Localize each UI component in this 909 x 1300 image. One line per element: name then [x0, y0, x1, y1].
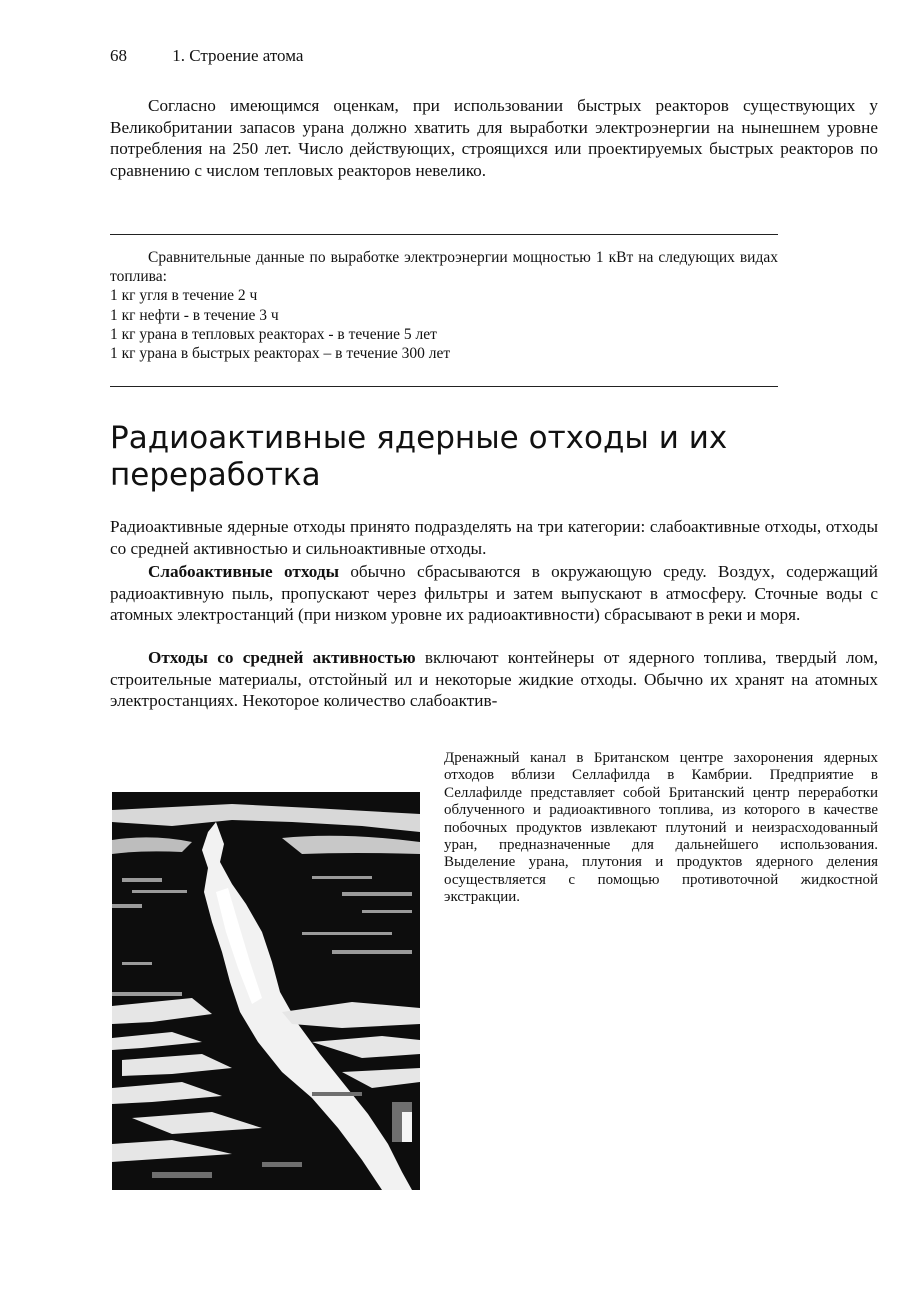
paragraph-low-level-waste	[110, 561, 878, 626]
photo-caption: Дренажный канал в Британском центре захоронения ядерных отходов вблизи Селлафилда в Камбрии. Предприятие в Селлафилде представляет собой Британский центр переработки облученного и радиоактивного топлива, из которого в качестве побочных продуктов извлекают плутоний и неизрасходованный уран, предназначенные для дальнейшего использования. Выделение урана, плутония и продуктов ядерного деления осуществляется с помощью противоточной жидкостной экстракции.	[444, 750, 878, 906]
comparison-box	[110, 248, 778, 363]
comparison-item: 1 кг угля в течение 2 ч	[110, 287, 258, 305]
drainage-channel-photo	[112, 792, 420, 1190]
intro-paragraph: Согласно имеющимся оценкам, при использовании быстрых реакторов существующих у Великобритании запасов урана должно хватить для выработки электроэнергии на нынешнем уровне потребления на 250 лет. Число действующих, строящихся или проектируемых быстрых реакторов по сравнению с числом тепловых реакторов невелико.	[110, 96, 878, 180]
comparison-item: 1 кг урана в тепловых реакторах - в течение 5 лет	[110, 325, 437, 343]
page-number: 68	[110, 46, 127, 65]
comparison-intro: Сравнительные данные по выработке электроэнергии мощностью 1 кВт на следующих видах топлива:	[110, 249, 778, 286]
comparison-item: 1 кг урана в быстрых реакторах – в течение 300 лет	[110, 345, 451, 363]
running-title: 1. Строение атома	[172, 46, 304, 65]
paragraph-intermediate-waste	[110, 647, 878, 712]
box-bottom-rule	[110, 386, 778, 387]
term-intermediate: Отходы со средней активностью	[148, 648, 416, 667]
section-title: Радиоактивные ядерные отходы и их переработка	[110, 420, 728, 493]
box-top-rule	[110, 234, 778, 235]
term-low-level: Слабоактивные отходы	[148, 562, 339, 581]
comparison-item: 1 кг нефти - в течение 3 ч	[110, 306, 279, 324]
paragraph-text: включают контейнеры от ядерного топлива, твердый лом, строительные материалы, отстойный ил и некоторые жидкие отходы. Обычно их хранят на атомных электростанциях. Некоторое количество слабоактив-	[110, 648, 878, 710]
paragraph-categories: Радиоактивные ядерные отходы принято подразделять на три категории: слабоактивные отходы, отходы со средней активностью и сильноактивные отходы.	[110, 517, 878, 558]
page-header	[110, 46, 303, 66]
paragraph-text: обычно сбрасываются в окружающую среду. Воздух, содержащий радиоактивную пыль, пропускают через фильтры и затем выпускают в атмосферу. Сточные воды с атомных электростанций (при низком уровне их радиоактивности) сбрасывают в реки и моря.	[110, 562, 878, 624]
